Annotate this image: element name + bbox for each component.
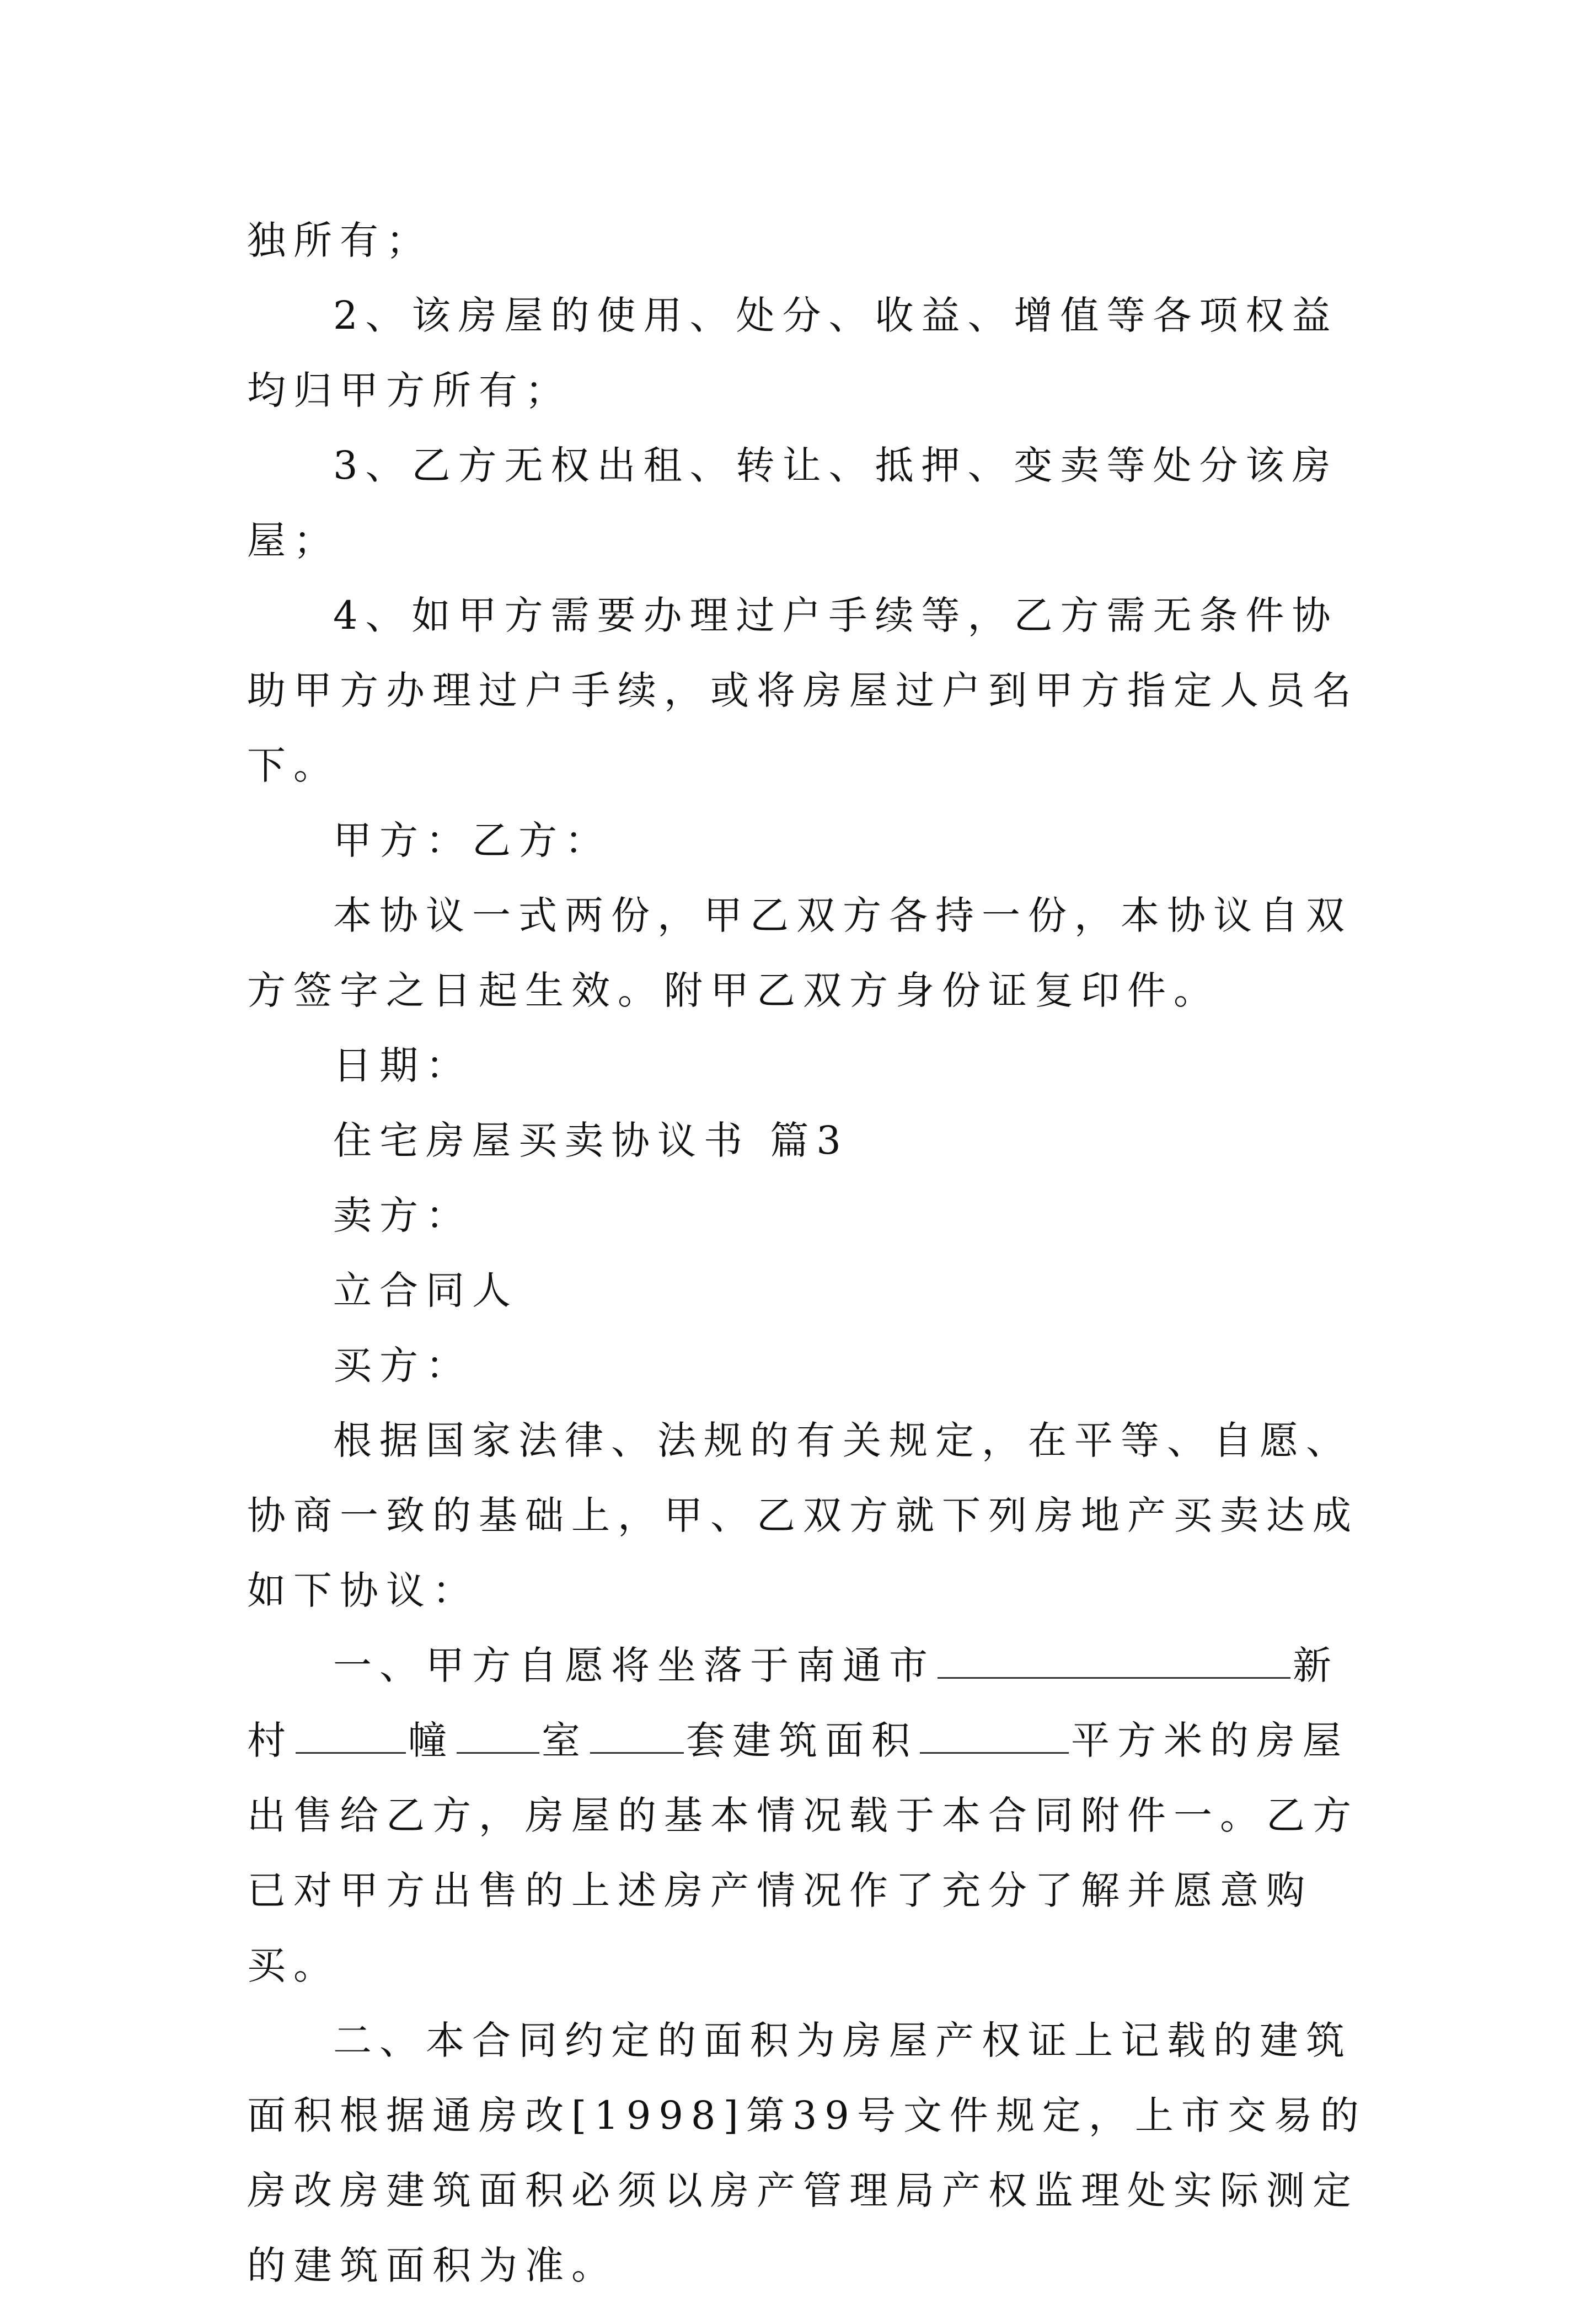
blank-address	[938, 1642, 1290, 1679]
paragraph-seller: 卖方：	[333, 1193, 472, 1238]
clause-1	[247, 1628, 1372, 2003]
paragraph-2: 2、该房屋的使用、处分、收益、增值等各项权益均归甲方所有；	[247, 293, 1338, 413]
paragraph-6: 本协议一式两份，甲乙双方各持一份，本协议自双方签字之日起生效。附甲乙双方身份证复印件。	[247, 893, 1352, 1013]
blank-room	[457, 1717, 539, 1754]
clause-1-text-f: 平方米的房屋出售给乙方，房屋的基本情况载于本合同附件一。乙方已对甲方出售的上述房产情况作了充分了解并愿意购买。	[247, 1718, 1359, 1988]
blank-unit	[590, 1717, 684, 1754]
blank-building	[296, 1717, 406, 1754]
paragraph-5: 甲方：乙方：	[333, 818, 611, 863]
paragraph-3: 3、乙方无权出租、转让、抵押、变卖等处分该房屋；	[247, 443, 1338, 563]
clause-1-text-e: 套建筑面积	[686, 1718, 918, 1763]
clause-1-text-d: 室	[542, 1718, 588, 1763]
clause-2: 二、本合同约定的面积为房屋产权证上记载的建筑面积根据通房改[1998]第39号文件规定，上市交易的房改房建筑面积必须以房产管理局产权监理处实际测定的建筑面积为准。	[247, 2018, 1367, 2288]
paragraph-contract-party: 立合同人	[333, 1268, 518, 1313]
paragraph-7: 日期：	[333, 1043, 472, 1088]
paragraph-4: 4、如甲方需要办理过户手续等，乙方需无条件协助甲方办理过户手续，或将房屋过户到甲方指定人员名下。	[247, 593, 1359, 788]
blank-area	[920, 1717, 1069, 1754]
paragraph-preamble: 根据国家法律、法规的有关规定，在平等、自愿、协商一致的基础上，甲、乙双方就下列房地产买卖达成如下协议：	[247, 1418, 1359, 1613]
document-body	[247, 203, 1372, 2303]
clause-1-text-c: 幢	[408, 1718, 454, 1763]
paragraph-1: 独所有；	[247, 218, 432, 263]
clause-1-text-b: 新村	[247, 1643, 1339, 1763]
clause-1-text-a: 一、甲方自愿将坐落于南通市	[333, 1643, 935, 1688]
section-heading: 住宅房屋买卖协议书 篇3	[333, 1118, 849, 1163]
paragraph-buyer: 买方：	[333, 1343, 472, 1388]
